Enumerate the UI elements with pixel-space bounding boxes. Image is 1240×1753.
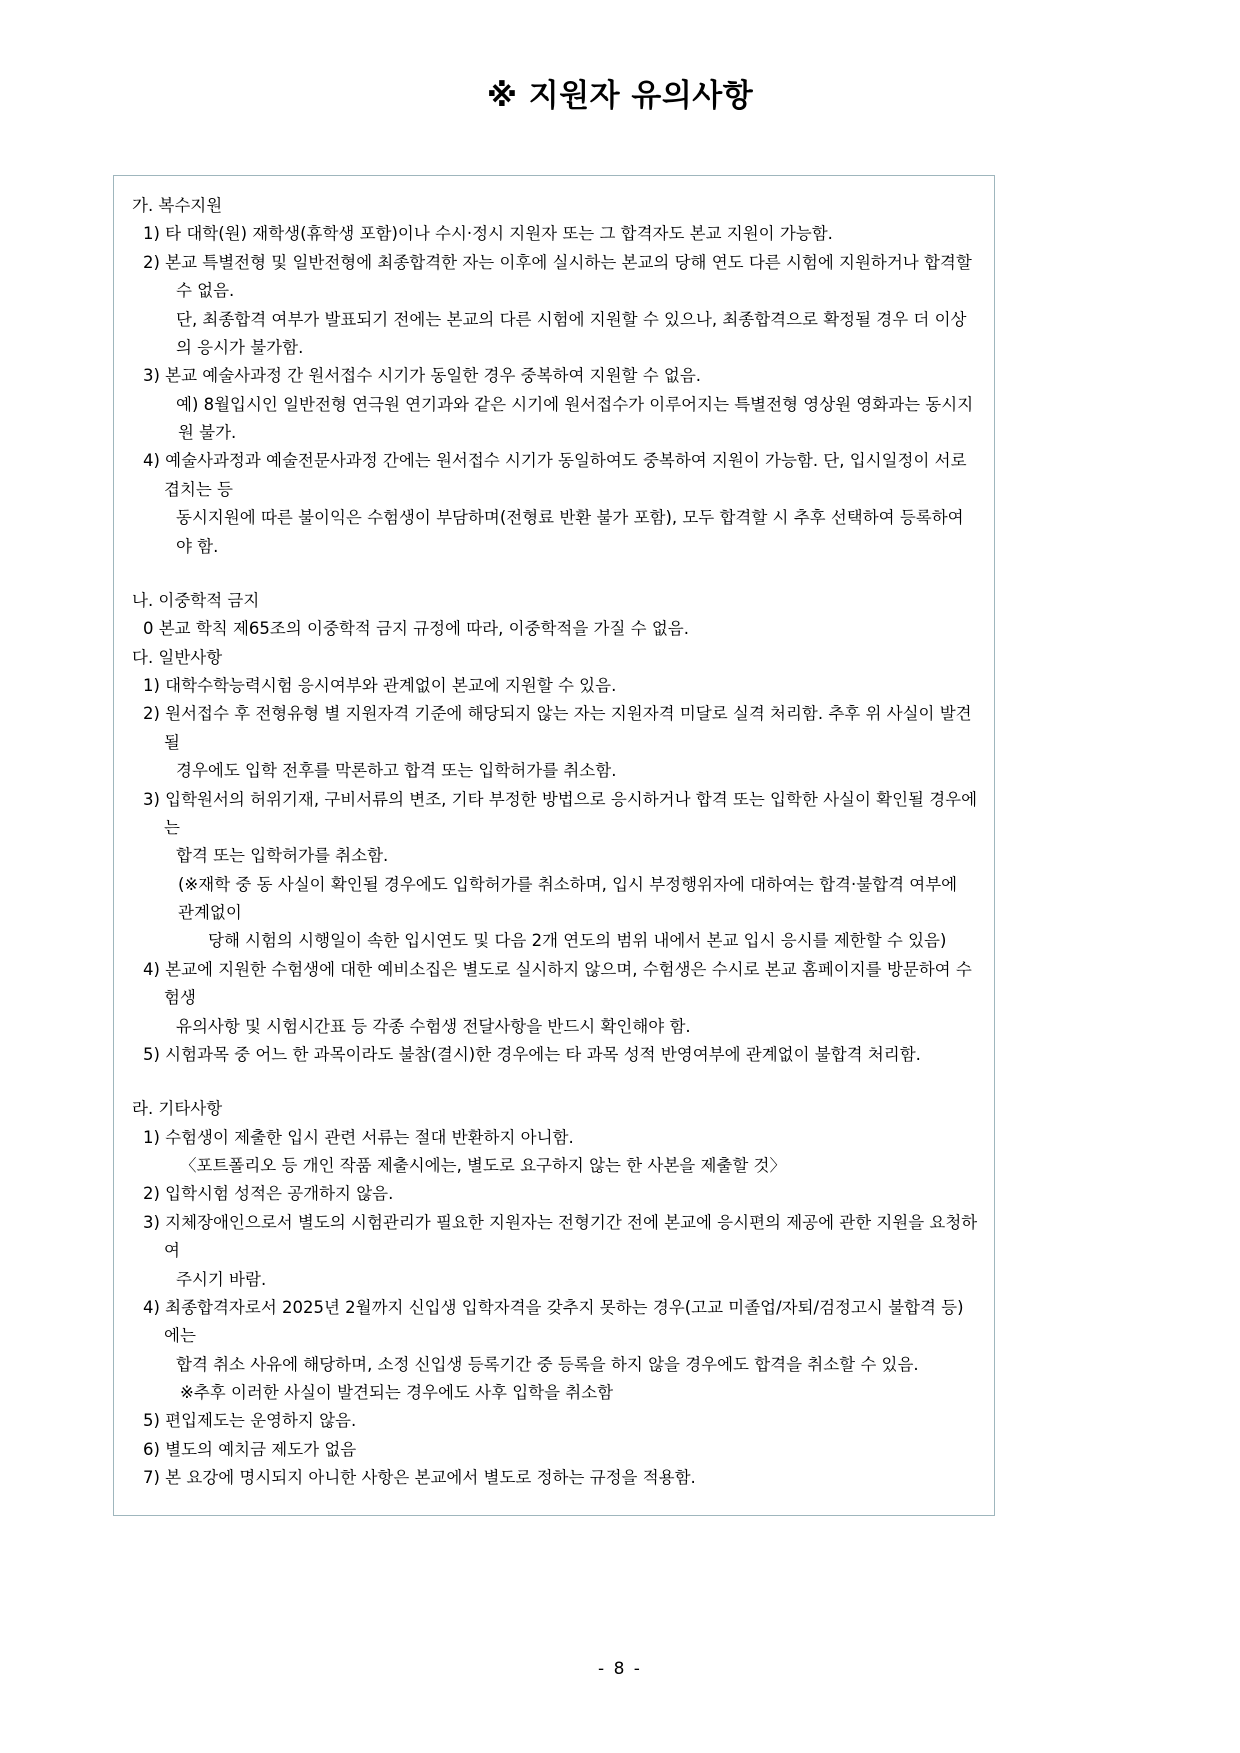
section-heading: 나. 이중학적 금지 <box>132 590 260 610</box>
list-item: 1) 대학수학능력시험 응시여부와 관계없이 본교에 지원할 수 있음. <box>143 676 617 695</box>
list-item: 0 본교 학칙 제65조의 이중학적 금지 규정에 따라, 이중학적을 가질 수 없음. <box>143 619 689 639</box>
list-item: 1) 수험생이 제출한 입시 관련 서류는 절대 반환하지 아니함. <box>143 1127 574 1147</box>
list-item-continuation: 주시기 바람. <box>176 1269 267 1289</box>
list-item-continuation: 당해 시험의 시행일이 속한 입시연도 및 다음 2개 연도의 범위 내에서 본교 입시 응시를 제한할 수 있음) <box>208 931 947 951</box>
page-title: ※ 지원자 유의사항 <box>486 78 754 114</box>
section-heading: 다. 일반사항 <box>132 647 223 667</box>
section-b <box>130 587 978 644</box>
section-c <box>130 644 978 1070</box>
list-item: 3) 지체장애인으로서 별도의 시험관리가 필요한 지원자는 전형기간 전에 본교에 응시편의 제공에 관한 지원을 요청하여 <box>143 1212 978 1261</box>
list-item: 7) 본 요강에 명시되지 아니한 사항은 본교에서 별도로 정하는 규정을 적용함. <box>143 1468 696 1488</box>
section-heading: 라. 기타사항 <box>132 1099 223 1119</box>
list-item: 2) 본교 특별전형 및 일반전형에 최종합격한 자는 이후에 실시하는 본교의 당해 연도 다른 시험에 지원하거나 합격할 <box>143 252 972 272</box>
section-d <box>130 1095 978 1492</box>
list-item-continuation: 유의사항 및 시험시간표 등 각종 수험생 전달사항을 반드시 확인해야 함. <box>176 1016 691 1036</box>
sections-container <box>130 192 978 1493</box>
list-item: 3) 입학원서의 허위기재, 구비서류의 변조, 기타 부정한 방법으로 응시하거나 합격 또는 입학한 사실이 확인될 경우에는 <box>143 789 978 837</box>
list-item: 4) 최종합격자로서 2025년 2월까지 신입생 입학자격을 갖추지 못하는 경우(고교 미졸업/자퇴/검정고시 불합격 등)에는 <box>143 1297 964 1346</box>
list-item: 2) 원서접수 후 전형유형 별 지원자격 기준에 해당되지 않는 자는 지원자격 미달로 실격 처리함. 추후 위 사실이 발견될 <box>143 704 972 752</box>
list-item-continuation: ※추후 이러한 사실이 발견되는 경우에도 사후 입학을 취소함 <box>180 1383 614 1402</box>
list-item: 1) 타 대학(원) 재학생(휴학생 포함)이나 수시·정시 지원자 또는 그 합격자도 본교 지원이 가능함. <box>143 224 833 244</box>
notice-box <box>113 175 995 1516</box>
list-item: 4) 본교에 지원한 수험생에 대한 예비소집은 별도로 실시하지 않으며, 수험생은 수시로 본교 홈페이지를 방문하여 수험생 <box>143 959 972 1008</box>
section-heading: 가. 복수지원 <box>132 196 223 215</box>
section-spacer <box>130 1069 978 1095</box>
list-item-continuation: 단, 최종합격 여부가 발표되기 전에는 본교의 다른 시험에 지원할 수 있으나, 최종합격으로 확정될 경우 더 이상의 응시가 불가함. <box>176 309 967 357</box>
list-item: 3) 본교 예술사과정 간 원서접수 시기가 동일한 경우 중복하여 지원할 수 없음. <box>143 366 702 386</box>
list-item-continuation: 예) 8월입시인 일반전형 연극원 연기과와 같은 시기에 원서접수가 이루어지는 특별전형 영상원 영화과는 동시지원 불가. <box>176 394 974 442</box>
list-item-continuation: 수 없음. <box>176 281 235 301</box>
page-number: - 8 - <box>598 1659 642 1679</box>
list-item-continuation: 〈포트폴리오 등 개인 작품 제출시에는, 별도로 요구하지 않는 한 사본을 제출할 것〉 <box>180 1156 786 1175</box>
list-item: 5) 시험과목 중 어느 한 과목이라도 불참(결시)한 경우에는 타 과목 성적 반영여부에 관계없이 불합격 처리함. <box>143 1044 921 1064</box>
section-spacer <box>130 561 978 587</box>
list-item-continuation: 경우에도 입학 전후를 막론하고 합격 또는 입학허가를 취소함. <box>176 761 617 781</box>
list-item-continuation: 동시지원에 따른 불이익은 수험생이 부담하며(전형료 반환 불가 포함), 모두 합격할 시 추후 선택하여 등록하여야 함. <box>176 508 964 556</box>
list-item-continuation: (※재학 중 동 사실이 확인될 경우에도 입학허가를 취소하며, 입시 부정행위자에 대하여는 합격·불합격 여부에 관계없이 <box>178 874 958 922</box>
list-item: 6) 별도의 예치금 제도가 없음 <box>143 1439 357 1459</box>
list-item-continuation: 합격 또는 입학허가를 취소함. <box>176 846 389 866</box>
list-item: 4) 예술사과정과 예술전문사과정 간에는 원서접수 시기가 동일하여도 중복하여 지원이 가능함. 단, 입시일정이 서로 겹치는 등 <box>143 451 967 499</box>
list-item: 5) 편입제도는 운영하지 않음. <box>143 1411 357 1431</box>
list-item: 2) 입학시험 성적은 공개하지 않음. <box>143 1184 394 1204</box>
list-item-continuation: 합격 취소 사유에 해당하며, 소정 신입생 등록기간 중 등록을 하지 않을 경우에도 합격을 취소할 수 있음. <box>176 1354 919 1374</box>
section-a <box>130 192 978 561</box>
